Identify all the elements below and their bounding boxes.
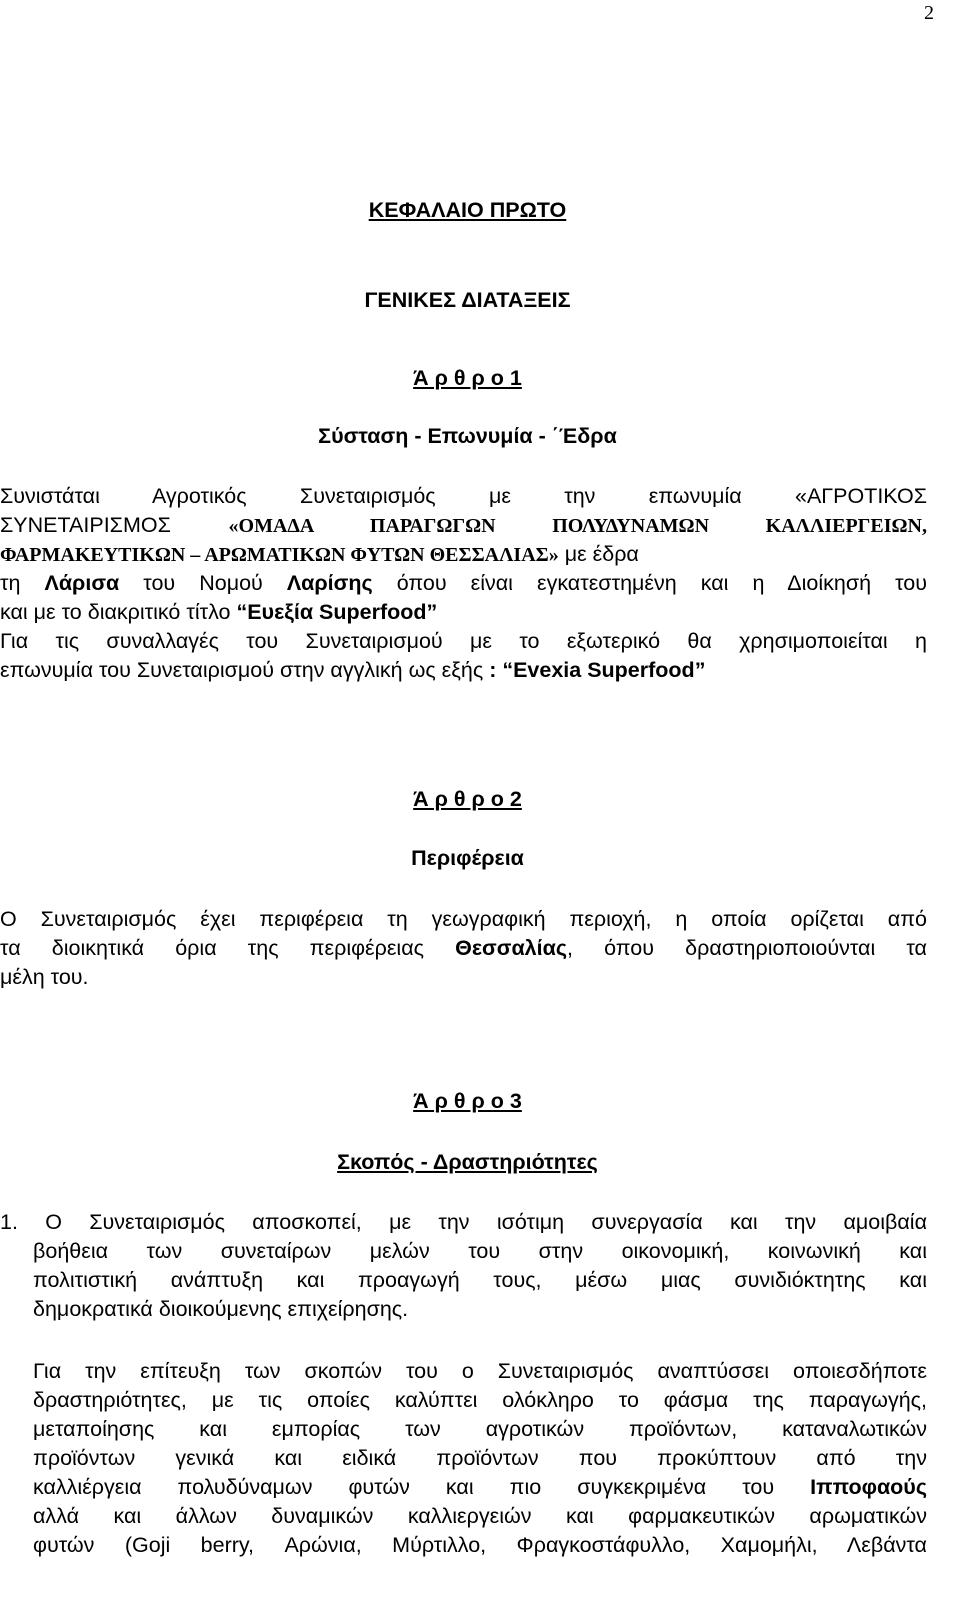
article-1-line-4: τη Λάρισα του Νομού Λαρίσης όπου είναι εγκατεστημένη και η Διοίκησή του bbox=[0, 571, 927, 595]
article-2-line-1: Ο Συνεταιρισμός έχει περιφέρεια τη γεωγραφική περιοχή, η οποία ορίζεται από bbox=[0, 907, 927, 931]
article-3-p2-line-6: αλλά και άλλων δυναμικών καλλιεργειών και φαρμακευτικών αρωματικών bbox=[33, 1504, 927, 1528]
article-1-line-7: επωνυμία του Συνεταιρισμού στην αγγλική ως εξής : “Evexia Superfood” bbox=[0, 658, 706, 682]
article-2-line-2: τα διοικητικά όρια της περιφέρειας Θεσσαλίας, όπου δραστηριοποιούνται τα bbox=[0, 936, 927, 960]
article-3-p2-line-4: προϊόντων γενικά και ειδικά προϊόντων που προκύπτουν από την bbox=[33, 1446, 927, 1470]
article-3-p2-line-2: δραστηριότητες, με τις οποίες καλύπτει ολόκληρο το φάσμα της παραγωγής, bbox=[33, 1388, 927, 1412]
article-1-line-5: και με το διακριτικό τίτλο “Ευεξία Superfood” bbox=[0, 600, 438, 624]
article-1-line-6: Για τις συναλλαγές του Συνεταιρισμού με το εξωτερικό θα χρησιμοποιείται η bbox=[0, 629, 927, 653]
article-1-line-2: ΣΥΝΕΤΑΙΡΙΣΜΟΣ «ΟΜΑΔΑ ΠΑΡΑΓΩΓΩΝ ΠΟΛΥΔΥΝΑΜΩΝ ΚΑΛΛΙΕΡΓΕΙΩΝ, bbox=[0, 513, 927, 537]
article-3-title: Σκοπός - Δραστηριότητες bbox=[337, 1150, 598, 1174]
article-1-heading: Ά ρ θ ρ ο 1 bbox=[413, 366, 522, 390]
article-2-title: Περιφέρεια bbox=[411, 846, 524, 870]
article-3-p2-line-5: καλλιέργεια πολυδύναμων φυτών και πιο συγκεκριμένα του Ιπποφαούς bbox=[33, 1475, 927, 1499]
page-number: 2 bbox=[924, 2, 934, 24]
article-2-line-3: μέλη του. bbox=[0, 965, 89, 989]
article-3-p1-line-4: δημοκρατικά διοικούμενης επιχείρησης. bbox=[33, 1297, 409, 1321]
chapter-subtitle: ΓΕΝΙΚΕΣ ΔΙΑΤΑΞΕΙΣ bbox=[364, 288, 571, 312]
article-3-heading: Ά ρ θ ρ ο 3 bbox=[413, 1089, 522, 1113]
article-1-line-3: ΦΑΡΜΑΚΕΥΤΙΚΩΝ – ΑΡΩΜΑΤΙΚΩΝ ΦΥΤΩΝ ΘΕΣΣΑΛΙΑΣ» με έδρα bbox=[0, 542, 639, 566]
article-2-heading: Ά ρ θ ρ ο 2 bbox=[413, 787, 522, 811]
article-3-p2-line-1: Για την επίτευξη των σκοπών του ο Συνεταιρισμός αναπτύσσει οποιεσδήποτε bbox=[33, 1359, 927, 1383]
article-3-p2-line-7: φυτών (Goji berry, Αρώνια, Μύρτιλλο, Φραγκοστάφυλλο, Χαμομήλι, Λεβάντα bbox=[33, 1533, 927, 1557]
article-3-p1-line-1: 1. Ο Συνεταιρισμός αποσκοπεί, με την ισότιμη συνεργασία και την αμοιβαία bbox=[0, 1210, 927, 1234]
article-1-title: Σύσταση - Επωνυμία - ΄Έδρα bbox=[318, 424, 617, 448]
article-3-p1-line-3: πολιτιστική ανάπτυξη και προαγωγή τους, μέσω μιας συνιδιόκτητης και bbox=[33, 1268, 927, 1292]
chapter-title: ΚΕΦΑΛΑΙΟ ΠΡΩΤΟ bbox=[368, 198, 567, 222]
article-3-p2-line-3: μεταποίησης και εμπορίας των αγροτικών προϊόντων, καταναλωτικών bbox=[33, 1417, 927, 1441]
article-1-line-1: Συνιστάται Αγροτικός Συνεταιρισμός με την επωνυμία «ΑΓΡΟΤΙΚΟΣ bbox=[0, 484, 927, 508]
article-3-p1-line-2: βοήθεια των συνεταίρων μελών του στην οικονομική, κοινωνική και bbox=[33, 1239, 927, 1263]
